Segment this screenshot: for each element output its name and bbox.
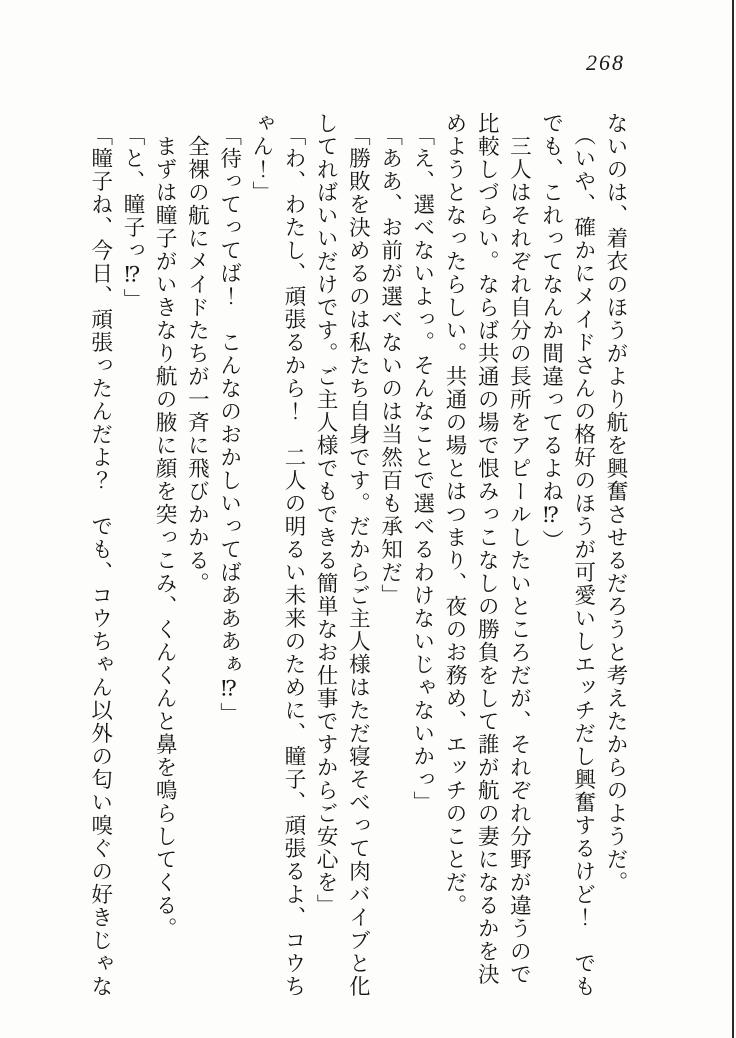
text-line-13: 「待ってってば！ こんなのおかしいってばあああぁ⁉」 [217, 112, 242, 726]
text-line-4: 三人はそれぞれ自分の長所をアピールしたいところだが、それぞれ分野が違うので [507, 112, 532, 986]
text-line-15: まずは瞳子がいきなり航の腋に顔を突っこみ、くんくんと鼻を鳴らしてくる。 [153, 112, 178, 940]
text-line-2: （いや、確かにメイドさんの格好のほうが可愛いしエッチだし興奮するけど！ でも [571, 112, 596, 999]
text-line-12: ゃん！」 [249, 112, 274, 204]
text-line-11: 「わ、わたし、頑張るから！ 二人の明るい未来のために、瞳子、頑張るよ、コウち [281, 112, 306, 999]
text-line-9: 「勝敗を決めるのは私たち自身です。だからご主人様はただ寝そべって肉バイブと化 [346, 112, 371, 999]
text-line-14: 全裸の航にメイドたちが一斉に飛びかかる。 [185, 112, 210, 595]
text-line-1: ないのは、着衣のほうがより航を興奮させるだろうと考えたからのようだ。 [604, 112, 628, 894]
page-number: 268 [586, 50, 625, 75]
text-line-17: 「瞳子ね、今日、頑張ったんだよ？ でも、コウちゃん以外の匂い嗅ぐの好きじゃな [88, 112, 113, 999]
text-line-10: してればいいだけです。ご主人様でもできる簡単なお仕事ですからご安心を」 [314, 112, 339, 917]
text-line-8: 「ああ、お前が選べないのは当然百も承知だ」 [378, 112, 403, 608]
text-line-5: 比較しづらい。ならば共通の場で恨みっこなしの勝負をして誰が航の妻になるかを決 [475, 112, 500, 986]
body-text [85, 112, 632, 1014]
page-edge-rule [732, 0, 734, 1038]
text-line-16: 「と、瞳子っ⁉」 [120, 112, 145, 312]
text-line-7: 「え、選べないよっ。そんなことで選べるわけないじゃないかっ」 [410, 112, 435, 815]
text-line-6: めようとなったらしい。共通の場とはつまり、夜のお務め、エッチのことだ。 [442, 112, 467, 917]
text-line-3: でも、これってなんか間違ってるよね⁉） [539, 112, 564, 553]
